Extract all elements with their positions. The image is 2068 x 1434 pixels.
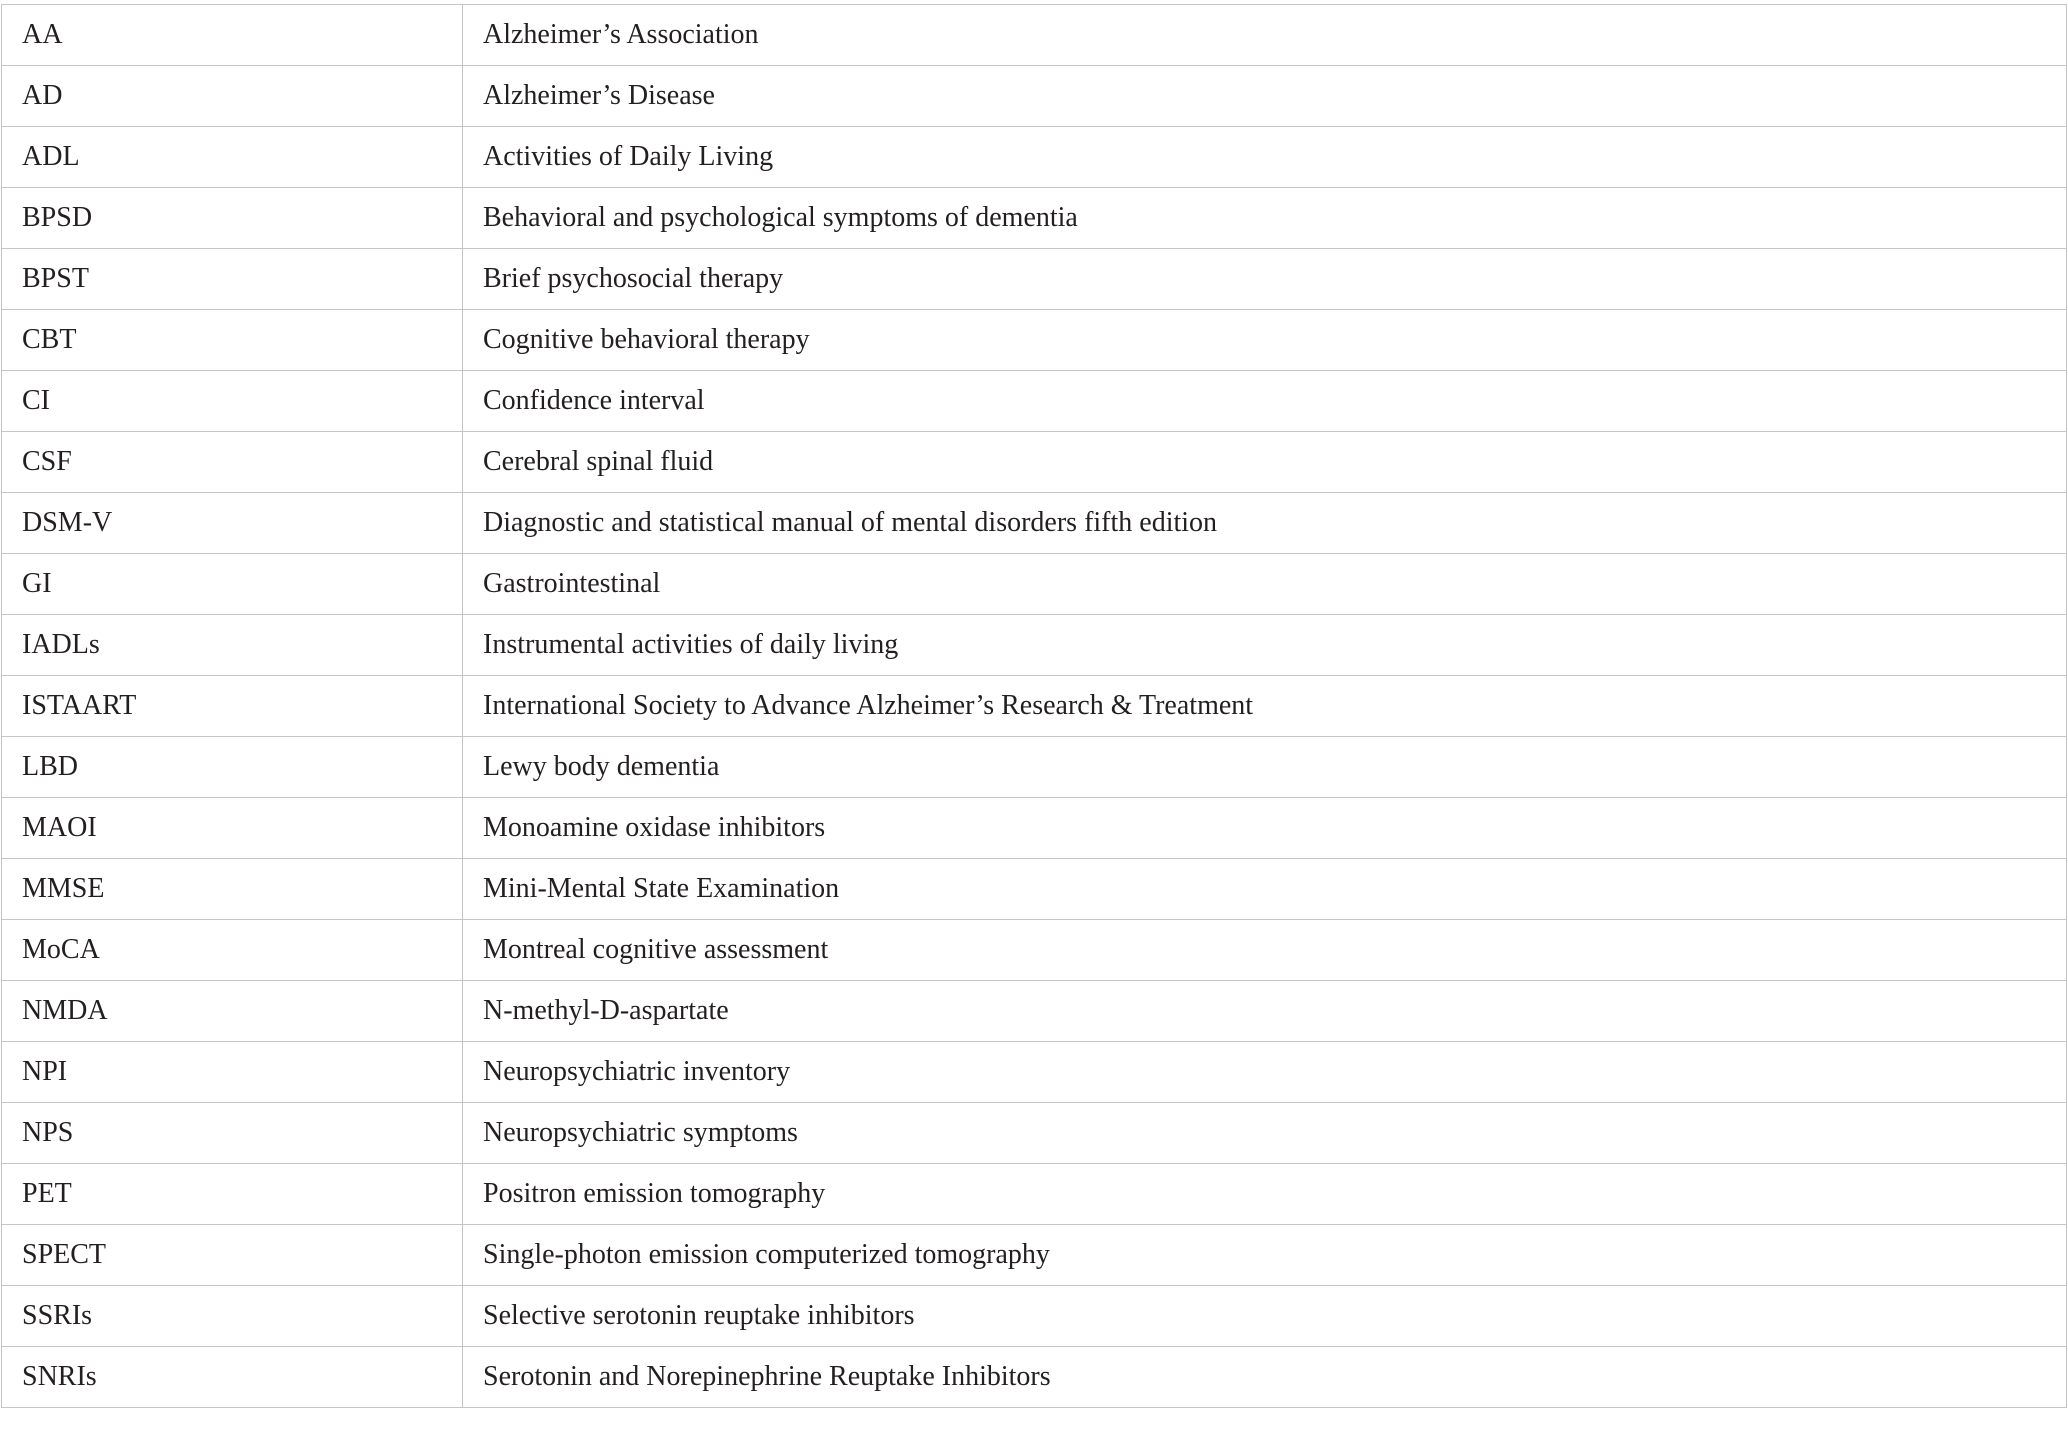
definition-cell: Instrumental activities of daily living: [463, 615, 2067, 676]
definition-cell: Serotonin and Norepinephrine Reuptake Inhibitors: [463, 1347, 2067, 1408]
definition-cell: Neuropsychiatric inventory: [463, 1042, 2067, 1103]
table-row: [2, 66, 2067, 127]
table-row: [2, 1042, 2067, 1103]
table-row: [2, 1286, 2067, 1347]
definition-cell: International Society to Advance Alzheimer’s Research & Treatment: [463, 676, 2067, 737]
abbreviation-cell: DSM-V: [2, 493, 463, 554]
abbreviations-table: [1, 4, 2067, 1408]
abbreviation-cell: SSRIs: [2, 1286, 463, 1347]
definition-cell: Behavioral and psychological symptoms of dementia: [463, 188, 2067, 249]
table-row: [2, 432, 2067, 493]
abbreviation-cell: GI: [2, 554, 463, 615]
abbreviation-cell: CSF: [2, 432, 463, 493]
table-row: [2, 1347, 2067, 1408]
table-row: [2, 859, 2067, 920]
abbreviation-cell: CBT: [2, 310, 463, 371]
definition-cell: Activities of Daily Living: [463, 127, 2067, 188]
table-row: [2, 1103, 2067, 1164]
abbreviation-cell: IADLs: [2, 615, 463, 676]
abbreviation-cell: BPSD: [2, 188, 463, 249]
table-row: [2, 127, 2067, 188]
table-row: [2, 5, 2067, 66]
definition-cell: Alzheimer’s Disease: [463, 66, 2067, 127]
table-row: [2, 676, 2067, 737]
table-row: [2, 920, 2067, 981]
abbreviation-cell: NMDA: [2, 981, 463, 1042]
abbreviation-cell: LBD: [2, 737, 463, 798]
table-row: [2, 554, 2067, 615]
abbreviation-cell: SPECT: [2, 1225, 463, 1286]
table-row: [2, 310, 2067, 371]
definition-cell: Montreal cognitive assessment: [463, 920, 2067, 981]
table-row: [2, 188, 2067, 249]
abbreviation-cell: AA: [2, 5, 463, 66]
definition-cell: Brief psychosocial therapy: [463, 249, 2067, 310]
table-row: [2, 737, 2067, 798]
definition-cell: N-methyl-D-aspartate: [463, 981, 2067, 1042]
abbreviation-cell: PET: [2, 1164, 463, 1225]
definition-cell: Confidence interval: [463, 371, 2067, 432]
table-row: [2, 615, 2067, 676]
abbreviation-cell: AD: [2, 66, 463, 127]
abbreviation-cell: MoCA: [2, 920, 463, 981]
abbreviation-cell: CI: [2, 371, 463, 432]
definition-cell: Monoamine oxidase inhibitors: [463, 798, 2067, 859]
table-row: [2, 1225, 2067, 1286]
abbreviations-table-body: [2, 5, 2067, 1408]
abbreviation-cell: NPS: [2, 1103, 463, 1164]
definition-cell: Alzheimer’s Association: [463, 5, 2067, 66]
definition-cell: Single-photon emission computerized tomography: [463, 1225, 2067, 1286]
definition-cell: Diagnostic and statistical manual of mental disorders fifth edition: [463, 493, 2067, 554]
definition-cell: Lewy body dementia: [463, 737, 2067, 798]
definition-cell: Selective serotonin reuptake inhibitors: [463, 1286, 2067, 1347]
abbreviation-cell: ISTAART: [2, 676, 463, 737]
definition-cell: Cognitive behavioral therapy: [463, 310, 2067, 371]
definition-cell: Neuropsychiatric symptoms: [463, 1103, 2067, 1164]
abbreviation-cell: BPST: [2, 249, 463, 310]
definition-cell: Gastrointestinal: [463, 554, 2067, 615]
abbreviation-cell: ADL: [2, 127, 463, 188]
abbreviation-cell: MAOI: [2, 798, 463, 859]
abbreviation-cell: SNRIs: [2, 1347, 463, 1408]
abbreviation-cell: NPI: [2, 1042, 463, 1103]
definition-cell: Cerebral spinal fluid: [463, 432, 2067, 493]
table-row: [2, 1164, 2067, 1225]
table-row: [2, 371, 2067, 432]
definition-cell: Positron emission tomography: [463, 1164, 2067, 1225]
table-row: [2, 798, 2067, 859]
abbreviation-cell: MMSE: [2, 859, 463, 920]
table-row: [2, 493, 2067, 554]
definition-cell: Mini-Mental State Examination: [463, 859, 2067, 920]
table-row: [2, 249, 2067, 310]
table-row: [2, 981, 2067, 1042]
